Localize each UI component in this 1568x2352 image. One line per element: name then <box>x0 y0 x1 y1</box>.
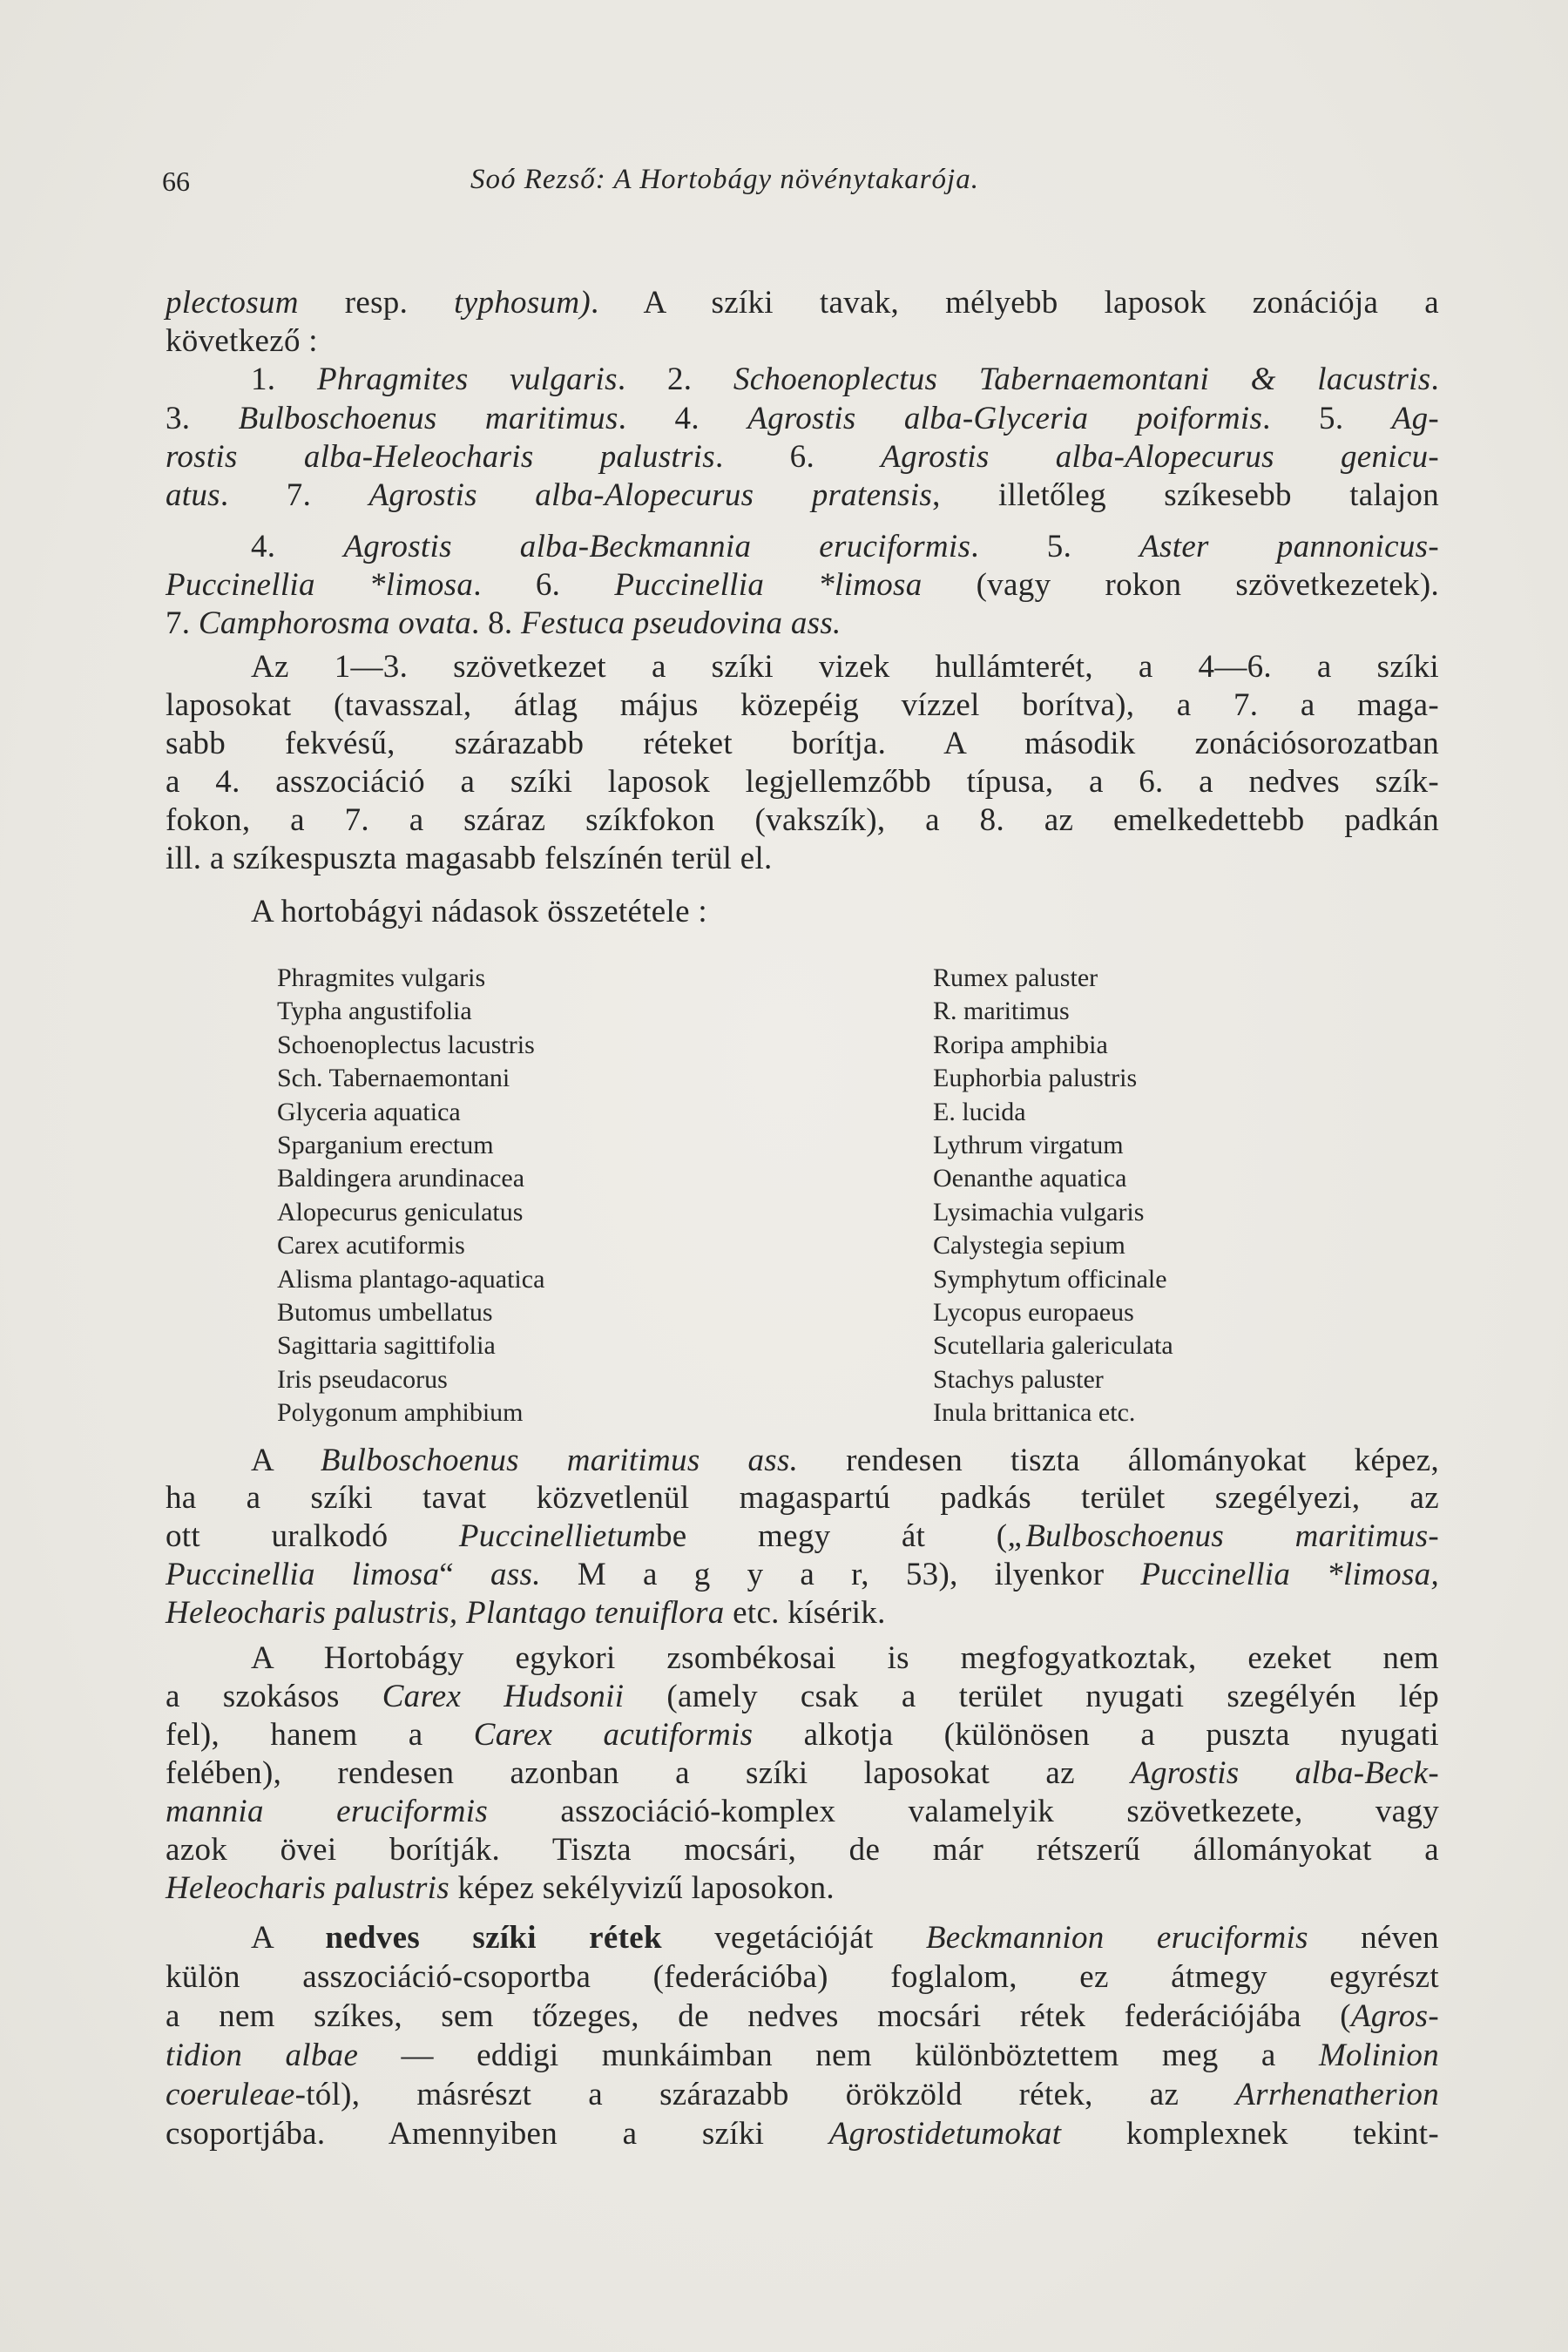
text-segment: A <box>251 1443 321 1478</box>
text-segment: 3. <box>166 401 239 436</box>
text-line <box>166 840 1439 878</box>
italic-text: Molinion <box>1318 2038 1439 2073</box>
italic-text: Agrostidetumokat <box>828 2116 1062 2152</box>
plant-species-item: Rumex paluster <box>933 963 1098 992</box>
italic-text: Festuca pseudovina ass. <box>521 605 841 641</box>
text-segment: alkotja (különösen a puszta nyugati <box>753 1717 1439 1753</box>
italic-text: tidion albae <box>166 2038 359 2073</box>
text-line <box>166 322 1439 361</box>
text-line <box>166 1678 1439 1716</box>
text-segment: . 5. <box>1262 401 1392 436</box>
text-line <box>251 1442 1439 1480</box>
italic-text: Bulboschoenus maritimus <box>238 401 618 436</box>
text-segment: be megy át ( <box>656 1518 1008 1554</box>
italic-text: Camphorosma ovata <box>198 605 472 641</box>
text-segment: ott uralkodó <box>166 1518 459 1554</box>
text-line <box>251 1639 1439 1678</box>
text-line <box>166 1958 1439 1997</box>
text-line <box>166 2076 1439 2114</box>
text-segment: képez sekélyvizű laposokon. <box>449 1870 835 1906</box>
text-line <box>166 476 1439 515</box>
page-number: 66 <box>162 166 190 197</box>
text-segment: A Hortobágy egykori zsombékosai is megfogyatkoztak, ezeket nem <box>251 1640 1439 1676</box>
text-segment: . <box>1430 362 1439 397</box>
plant-species-item: Polygonum amphibium <box>277 1398 524 1428</box>
italic-text: „Bulboschoenus maritimus- <box>1007 1518 1440 1554</box>
list-heading <box>251 893 1439 931</box>
text-line <box>166 1716 1439 1754</box>
text-segment: 7. <box>166 605 199 641</box>
italic-text: Agrostis alba-Beckmannia eruciformis <box>343 529 971 564</box>
italic-text: Carex Hudsonii <box>382 1679 625 1714</box>
text-line <box>166 605 1439 643</box>
text-segment: , illetőleg szíkesebb talajon <box>932 477 1439 513</box>
text-segment: . A szíki tavak, mélyebb laposok zonációja a <box>591 285 1439 321</box>
text-segment: vegetációját <box>661 1920 926 1956</box>
text-segment: (vagy rokon szövetkezetek). <box>922 567 1439 603</box>
text-line <box>166 284 1439 322</box>
text-segment: komplexnek tekint- <box>1061 2116 1439 2152</box>
text-segment: . 6. <box>714 439 882 475</box>
plant-species-item: Schoenoplectus lacustris <box>277 1030 535 1059</box>
italic-text: Arrhenatherion <box>1235 2077 1439 2112</box>
italic-text: Schoenoplectus Tabernaemontani & lacustris <box>733 362 1431 397</box>
text-line <box>166 400 1439 438</box>
plant-species-item: Calystegia sepium <box>933 1231 1125 1260</box>
text-line <box>166 1594 1439 1632</box>
text-segment: következő : <box>166 323 318 359</box>
text-segment: A <box>251 1920 326 1956</box>
text-line <box>166 566 1439 605</box>
plant-species-item: Inula brittanica etc. <box>933 1398 1136 1428</box>
italic-text: Heleocharis palustris, Plantago tenuiflora <box>166 1595 725 1631</box>
text-segment: . 8. <box>471 605 522 641</box>
text-line <box>251 361 1439 399</box>
text-line <box>166 686 1439 725</box>
plant-species-item: R. maritimus <box>933 997 1070 1026</box>
text-segment: etc. kísérik. <box>724 1595 886 1631</box>
bold-text: nedves szíki rétek <box>325 1920 662 1956</box>
text-segment: fokon, a 7. a száraz szíkfokon (vakszík), a 8. az emelkedettebb padkán <box>166 802 1439 838</box>
italic-text: Heleocharis palustris <box>166 1870 449 1906</box>
italic-text: Carex acutiformis <box>473 1717 754 1753</box>
italic-text: Puccinellietum <box>458 1518 656 1554</box>
plant-species-item: Sagittaria sagittifolia <box>277 1331 496 1361</box>
text-segment: . 4. <box>618 401 748 436</box>
italic-text: Ag- <box>1391 401 1439 436</box>
text-line <box>166 1479 1439 1517</box>
text-segment: -tól), másrészt a szárazabb örökzöld rétek, az <box>294 2077 1236 2112</box>
text-line <box>166 1517 1439 1556</box>
text-line <box>166 1997 1439 2036</box>
text-line <box>166 725 1439 763</box>
italic-text: atus <box>166 477 220 513</box>
text-line <box>166 763 1439 801</box>
text-segment: . 7. <box>220 477 369 513</box>
plant-species-item: Sch. Tabernaemontani <box>277 1064 510 1093</box>
italic-text: Puccinellia *limosa <box>614 567 923 603</box>
plant-species-item: Baldingera arundinacea <box>277 1164 525 1193</box>
plant-species-item: Carex acutiformis <box>277 1231 465 1260</box>
italic-text: Puccinellia *limosa, <box>1140 1557 1440 1592</box>
italic-text: Agrostis alba-Beck- <box>1131 1755 1440 1791</box>
text-segment: “ <box>439 1557 491 1592</box>
text-line <box>251 648 1439 686</box>
plant-species-item: Sparganium erectum <box>277 1130 494 1159</box>
italic-text: Agros- <box>1350 1998 1439 2034</box>
text-line <box>166 1556 1439 1594</box>
text-segment: a nem szíkes, sem tőzeges, de nedves mocsári rétek federációjába ( <box>166 1998 1351 2034</box>
text-line <box>166 1831 1439 1869</box>
text-segment: . 5. <box>970 529 1140 564</box>
plant-species-item: Phragmites vulgaris <box>277 963 486 992</box>
text-segment: felében), rendesen azonban a szíki laposokat az <box>166 1755 1132 1791</box>
italic-text: rostis alba-Heleocharis palustris <box>166 439 715 475</box>
italic-text: Bulboschoenus maritimus ass. <box>320 1443 799 1478</box>
text-segment: sabb fekvésű, szárazabb réteket borítja. A második zonációsorozatban <box>166 726 1439 761</box>
text-segment: a 4. asszociáció a szíki laposok legjellemzőbb típusa, a 6. a nedves szík- <box>166 764 1439 800</box>
plant-species-item: Symphytum officinale <box>933 1264 1167 1294</box>
italic-text: Aster pannonicus- <box>1139 529 1440 564</box>
text-segment: ha a szíki tavat közvetlenül magaspartú padkás terület szegélyezi, az <box>166 1480 1439 1516</box>
italic-text: typhosum) <box>454 285 591 321</box>
plant-species-item: Lycopus europaeus <box>933 1297 1134 1327</box>
plant-species-item: Scutellaria galericulata <box>933 1331 1173 1361</box>
text-segment: külön asszociáció-csoportba (federációba) foglalom, ez átmegy egyrészt <box>166 1959 1439 1995</box>
italic-text: Beckmannion eruciformis <box>925 1920 1308 1956</box>
plant-species-item: Iris pseudacorus <box>277 1364 448 1394</box>
running-title: Soó Rezső: A Hortobágy növénytakarója. <box>470 164 979 195</box>
italic-text: Agrostis alba-Glyceria poiformis <box>747 401 1263 436</box>
text-line <box>166 1869 1439 1908</box>
plant-species-item: Lysimachia vulgaris <box>933 1197 1145 1227</box>
text-segment: csoportjába. Amennyiben a szíki <box>166 2116 829 2152</box>
italic-text: coeruleae <box>166 2077 295 2112</box>
text-line <box>166 1754 1439 1793</box>
italic-text: Puccinellia *limosa <box>166 567 474 603</box>
plant-species-item: Butomus umbellatus <box>277 1297 493 1327</box>
text-segment: asszociáció-komplex valamelyik szövetkezete, vagy <box>488 1794 1439 1829</box>
text-line <box>166 2037 1439 2075</box>
text-line <box>251 1919 1439 1957</box>
text-segment: M a g y a r, 53), ilyenkor <box>540 1557 1141 1592</box>
plant-species-item: Lythrum virgatum <box>933 1130 1124 1159</box>
text-segment: Az 1—3. szövetkezet a szíki vizek hullámterét, a 4—6. a szíki <box>251 649 1439 685</box>
text-segment: fel), hanem a <box>166 1717 474 1753</box>
text-segment: resp. <box>298 285 455 321</box>
italic-text: Agrostis alba-Alopecurus pratensis <box>368 477 933 513</box>
italic-text: mannia eruciformis <box>166 1794 489 1829</box>
text-line <box>251 528 1439 566</box>
plant-list-right-column <box>933 962 1173 1429</box>
text-line <box>166 1793 1439 1831</box>
italic-text: Puccinellia limosa <box>166 1557 440 1592</box>
text-segment: 4. <box>251 529 344 564</box>
italic-text: Phragmites vulgaris <box>316 362 618 397</box>
text-segment: laposokat (tavasszal, átlag május közepéig vízzel borítva), a 7. a maga- <box>166 687 1439 723</box>
plant-species-item: E. lucida <box>933 1097 1026 1126</box>
plant-list-left-column <box>277 962 544 1429</box>
italic-text: plectosum <box>166 285 299 321</box>
plant-species-item: Euphorbia palustris <box>933 1064 1138 1093</box>
text-line <box>166 2115 1439 2153</box>
text-segment: . 2. <box>617 362 733 397</box>
plant-species-item: Glyceria aquatica <box>277 1097 461 1126</box>
plant-species-item: Roripa amphibia <box>933 1030 1108 1059</box>
text-line <box>166 801 1439 840</box>
text-segment: azok övei borítják. Tiszta mocsári, de már rétszerű állományokat a <box>166 1832 1439 1868</box>
plant-species-item: Stachys paluster <box>933 1364 1104 1394</box>
text-segment: — eddigi munkáimban nem különböztettem meg a <box>358 2038 1319 2073</box>
text-line <box>166 438 1439 476</box>
plant-species-item: Alisma plantago-aquatica <box>277 1264 545 1294</box>
text-segment: ill. a szíkespuszta magasabb felszínén terül el. <box>166 841 773 876</box>
text-segment: A hortobágyi nádasok összetétele : <box>251 894 707 929</box>
text-segment: (amely csak a terület nyugati szegélyén lép <box>624 1679 1440 1714</box>
text-segment: 1. <box>251 362 317 397</box>
italic-text: ass. <box>490 1557 541 1592</box>
text-segment: . 6. <box>473 567 615 603</box>
italic-text: Agrostis alba-Alopecurus genicu- <box>881 439 1440 475</box>
plant-species-item: Oenanthe aquatica <box>933 1164 1127 1193</box>
text-segment: a szokásos <box>166 1679 382 1714</box>
plant-species-item: Alopecurus geniculatus <box>277 1197 524 1227</box>
text-segment: néven <box>1308 1920 1439 1956</box>
plant-species-item: Typha angustifolia <box>277 997 472 1026</box>
text-segment: rendesen tiszta állományokat képez, <box>798 1443 1439 1478</box>
